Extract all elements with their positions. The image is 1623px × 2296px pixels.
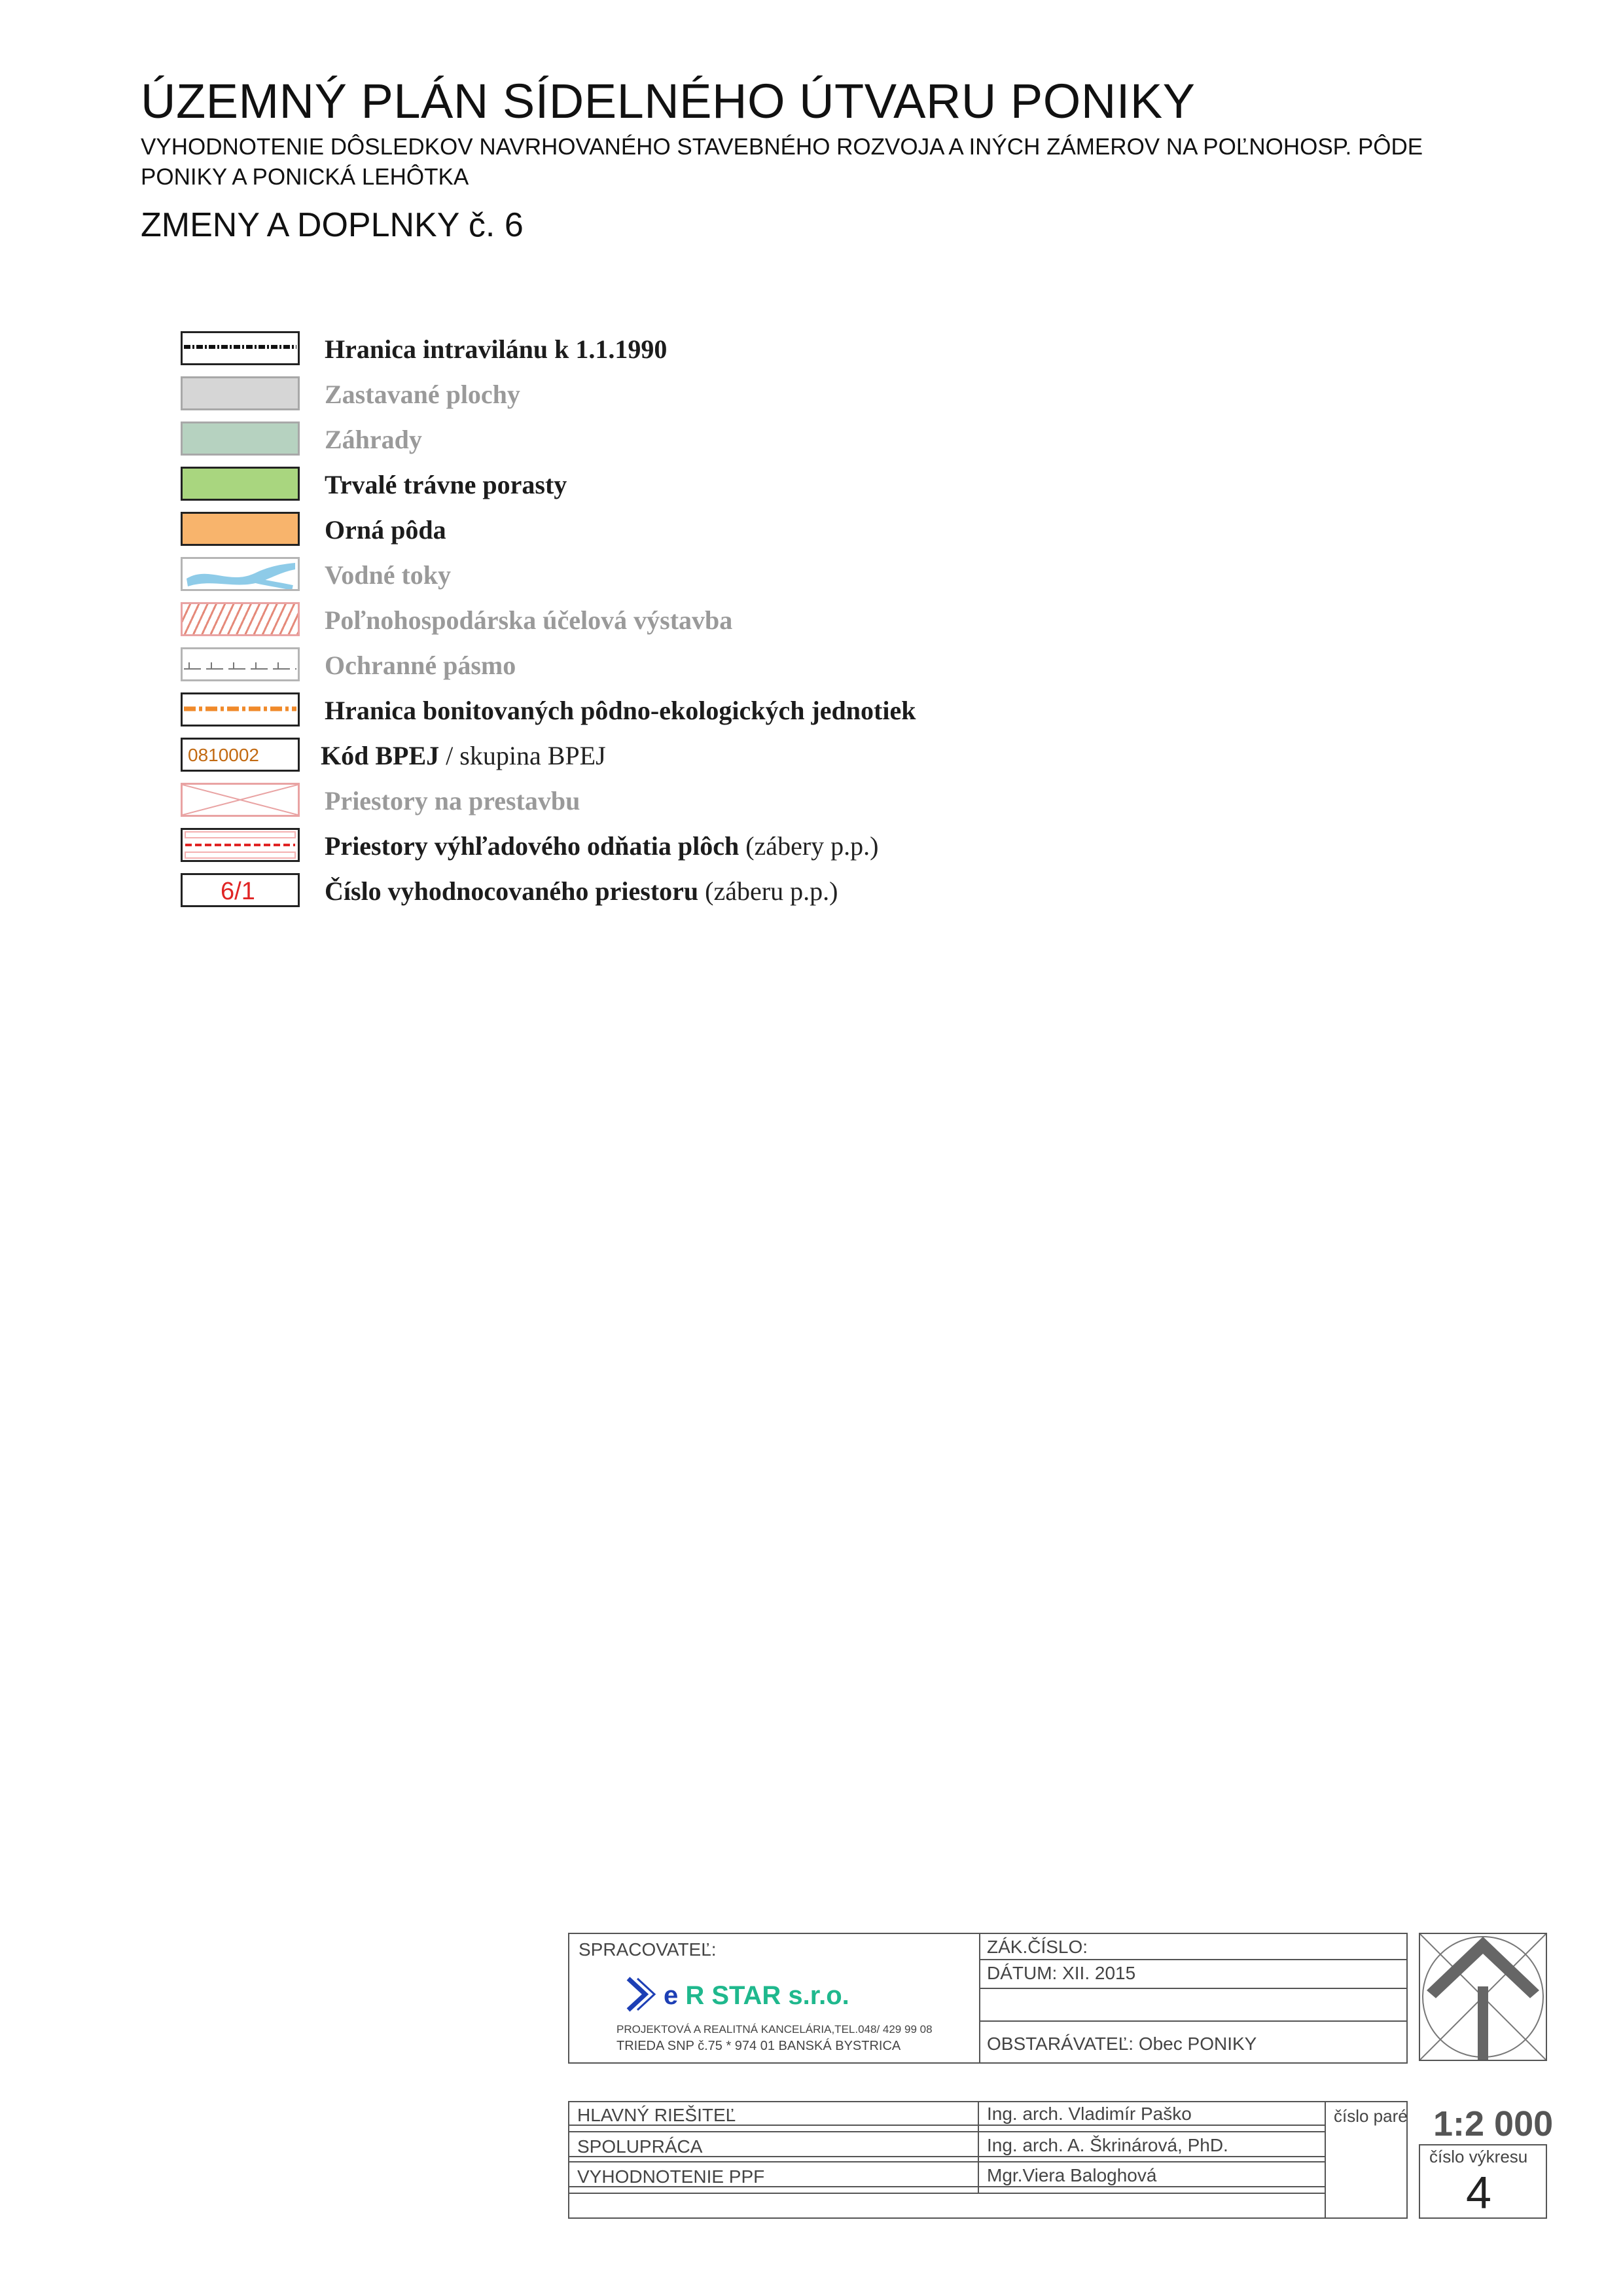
swatch-protection-zone bbox=[181, 647, 300, 681]
scale-value: 1:2 000 bbox=[1433, 2104, 1554, 2144]
legend-item-gardens bbox=[181, 422, 1097, 458]
role-ppf: VYHODNOTENIE PPF bbox=[577, 2166, 765, 2187]
legend-label-suffix: / skupina BPEJ bbox=[439, 741, 606, 770]
bpej-code-sample: 0810002 bbox=[188, 745, 260, 765]
company-logo bbox=[626, 1976, 660, 2016]
legend-item-bpej-code bbox=[181, 738, 1097, 774]
company-line-2: TRIEDA SNP č.75 * 974 01 BANSKÁ BYSTRICA bbox=[616, 2039, 901, 2053]
company-name-main: R STAR s.r.o. bbox=[685, 1981, 849, 2010]
name-ppf: Mgr.Viera Baloghová bbox=[987, 2165, 1157, 2185]
legend-item-arable bbox=[181, 512, 1097, 548]
swatch-grassland bbox=[181, 467, 300, 501]
legend-item-bpej-boundary bbox=[181, 692, 1097, 729]
company-name-e: e bbox=[664, 1981, 679, 2010]
architect-logo bbox=[1419, 1933, 1547, 2061]
legend-label-main: Číslo vyhodnocovaného priestoru bbox=[325, 876, 699, 906]
legend-label: Vodné toky bbox=[325, 560, 452, 590]
swatch-bpej-boundary bbox=[181, 692, 300, 726]
swatch-arable bbox=[181, 512, 300, 546]
legend-item-area-number bbox=[181, 873, 1097, 910]
subtitle-line-2: PONIKY A PONICKÁ LEHÔTKA bbox=[141, 164, 469, 190]
legend-label-suffix: (zábery p.p.) bbox=[739, 831, 879, 861]
swatch-agri-hatch bbox=[181, 602, 300, 636]
drawing-number: 4 bbox=[1466, 2167, 1491, 2218]
subtitle-line-1: VYHODNOTENIE DÔSLEDKOV NAVRHOVANÉHO STAVEBNÉHO ROZVOJA A INÝCH ZÁMEROV NA POĽNOHOSP. PÔDE bbox=[141, 134, 1423, 160]
page-title: ÚZEMNÝ PLÁN SÍDELNÉHO ÚTVARU PONIKY bbox=[141, 74, 1196, 128]
processor-label: SPRACOVATEĽ: bbox=[579, 1939, 717, 1960]
responsibility-table bbox=[568, 2101, 1408, 2219]
swatch-built-up bbox=[181, 376, 300, 410]
contract-number-label: ZÁK.ČÍSLO: bbox=[987, 1937, 1088, 1957]
legend-label: Priestory na prestavbu bbox=[325, 786, 580, 816]
copy-number-label: číslo paré bbox=[1334, 2106, 1408, 2126]
swatch-water bbox=[181, 557, 300, 591]
name-cooperation: Ing. arch. A. Škrinárová, PhD. bbox=[987, 2135, 1228, 2155]
legend-label-main: Kód BPEJ bbox=[321, 741, 440, 770]
legend-label bbox=[321, 740, 606, 771]
legend-label: Záhrady bbox=[325, 425, 422, 454]
name-lead: Ing. arch. Vladimír Paško bbox=[987, 2104, 1192, 2124]
legend-item-future-take bbox=[181, 828, 1097, 865]
company-line-1: PROJEKTOVÁ A REALITNÁ KANCELÁRIA,TEL.048/ 429 99 08 bbox=[616, 2023, 933, 2036]
house-compass-icon bbox=[1420, 1934, 1546, 2060]
legend-label: Zastavané plochy bbox=[325, 380, 520, 409]
changes-title: ZMENY A DOPLNKY č. 6 bbox=[141, 206, 524, 244]
legend-label: Ochranné pásmo bbox=[325, 651, 516, 680]
drawing-number-label: číslo výkresu bbox=[1429, 2147, 1528, 2166]
legend-label: Trvalé trávne porasty bbox=[325, 470, 567, 499]
company-name bbox=[664, 1981, 849, 2011]
legend-label bbox=[325, 831, 878, 861]
swatch-gardens bbox=[181, 422, 300, 456]
legend-label: Orná pôda bbox=[325, 515, 446, 545]
legend-item-agri bbox=[181, 602, 1097, 639]
legend-label bbox=[325, 876, 838, 906]
legend-item-rebuild bbox=[181, 783, 1097, 819]
role-lead: HLAVNÝ RIEŠITEĽ bbox=[577, 2105, 736, 2125]
legend-item-intravilan bbox=[181, 331, 1097, 368]
drawing-number-box bbox=[1419, 2144, 1547, 2219]
procurer-field: OBSTARÁVATEĽ: Obec PONIKY bbox=[987, 2034, 1257, 2054]
swatch-future-take bbox=[181, 828, 300, 862]
legend-item-grassland bbox=[181, 467, 1097, 503]
legend-label-suffix: (záberu p.p.) bbox=[698, 876, 838, 906]
legend-item-protection bbox=[181, 647, 1097, 684]
page-subtitle bbox=[141, 132, 1580, 192]
swatch-area-number bbox=[181, 873, 300, 907]
title-block bbox=[568, 1933, 1408, 2064]
legend-label: Poľnohospodárska účelová výstavba bbox=[325, 605, 733, 635]
area-number-sample: 6/1 bbox=[221, 878, 255, 905]
swatch-intravilan-boundary bbox=[181, 331, 300, 365]
legend-item-water bbox=[181, 557, 1097, 594]
chevron-logo-icon bbox=[626, 1976, 660, 2013]
legend-label: Hranica bonitovaných pôdno-ekologických jednotiek bbox=[325, 696, 916, 725]
legend-item-built-up bbox=[181, 376, 1097, 413]
legend-label-main: Priestory výhľadového odňatia plôch bbox=[325, 831, 740, 861]
swatch-bpej-code bbox=[181, 738, 300, 772]
role-cooperation: SPOLUPRÁCA bbox=[577, 2136, 703, 2157]
scale-box bbox=[1419, 2101, 1554, 2219]
date-field: DÁTUM: XII. 2015 bbox=[987, 1963, 1136, 1983]
swatch-rebuild-area bbox=[181, 783, 300, 817]
legend-label: Hranica intravilánu k 1.1.1990 bbox=[325, 334, 668, 364]
